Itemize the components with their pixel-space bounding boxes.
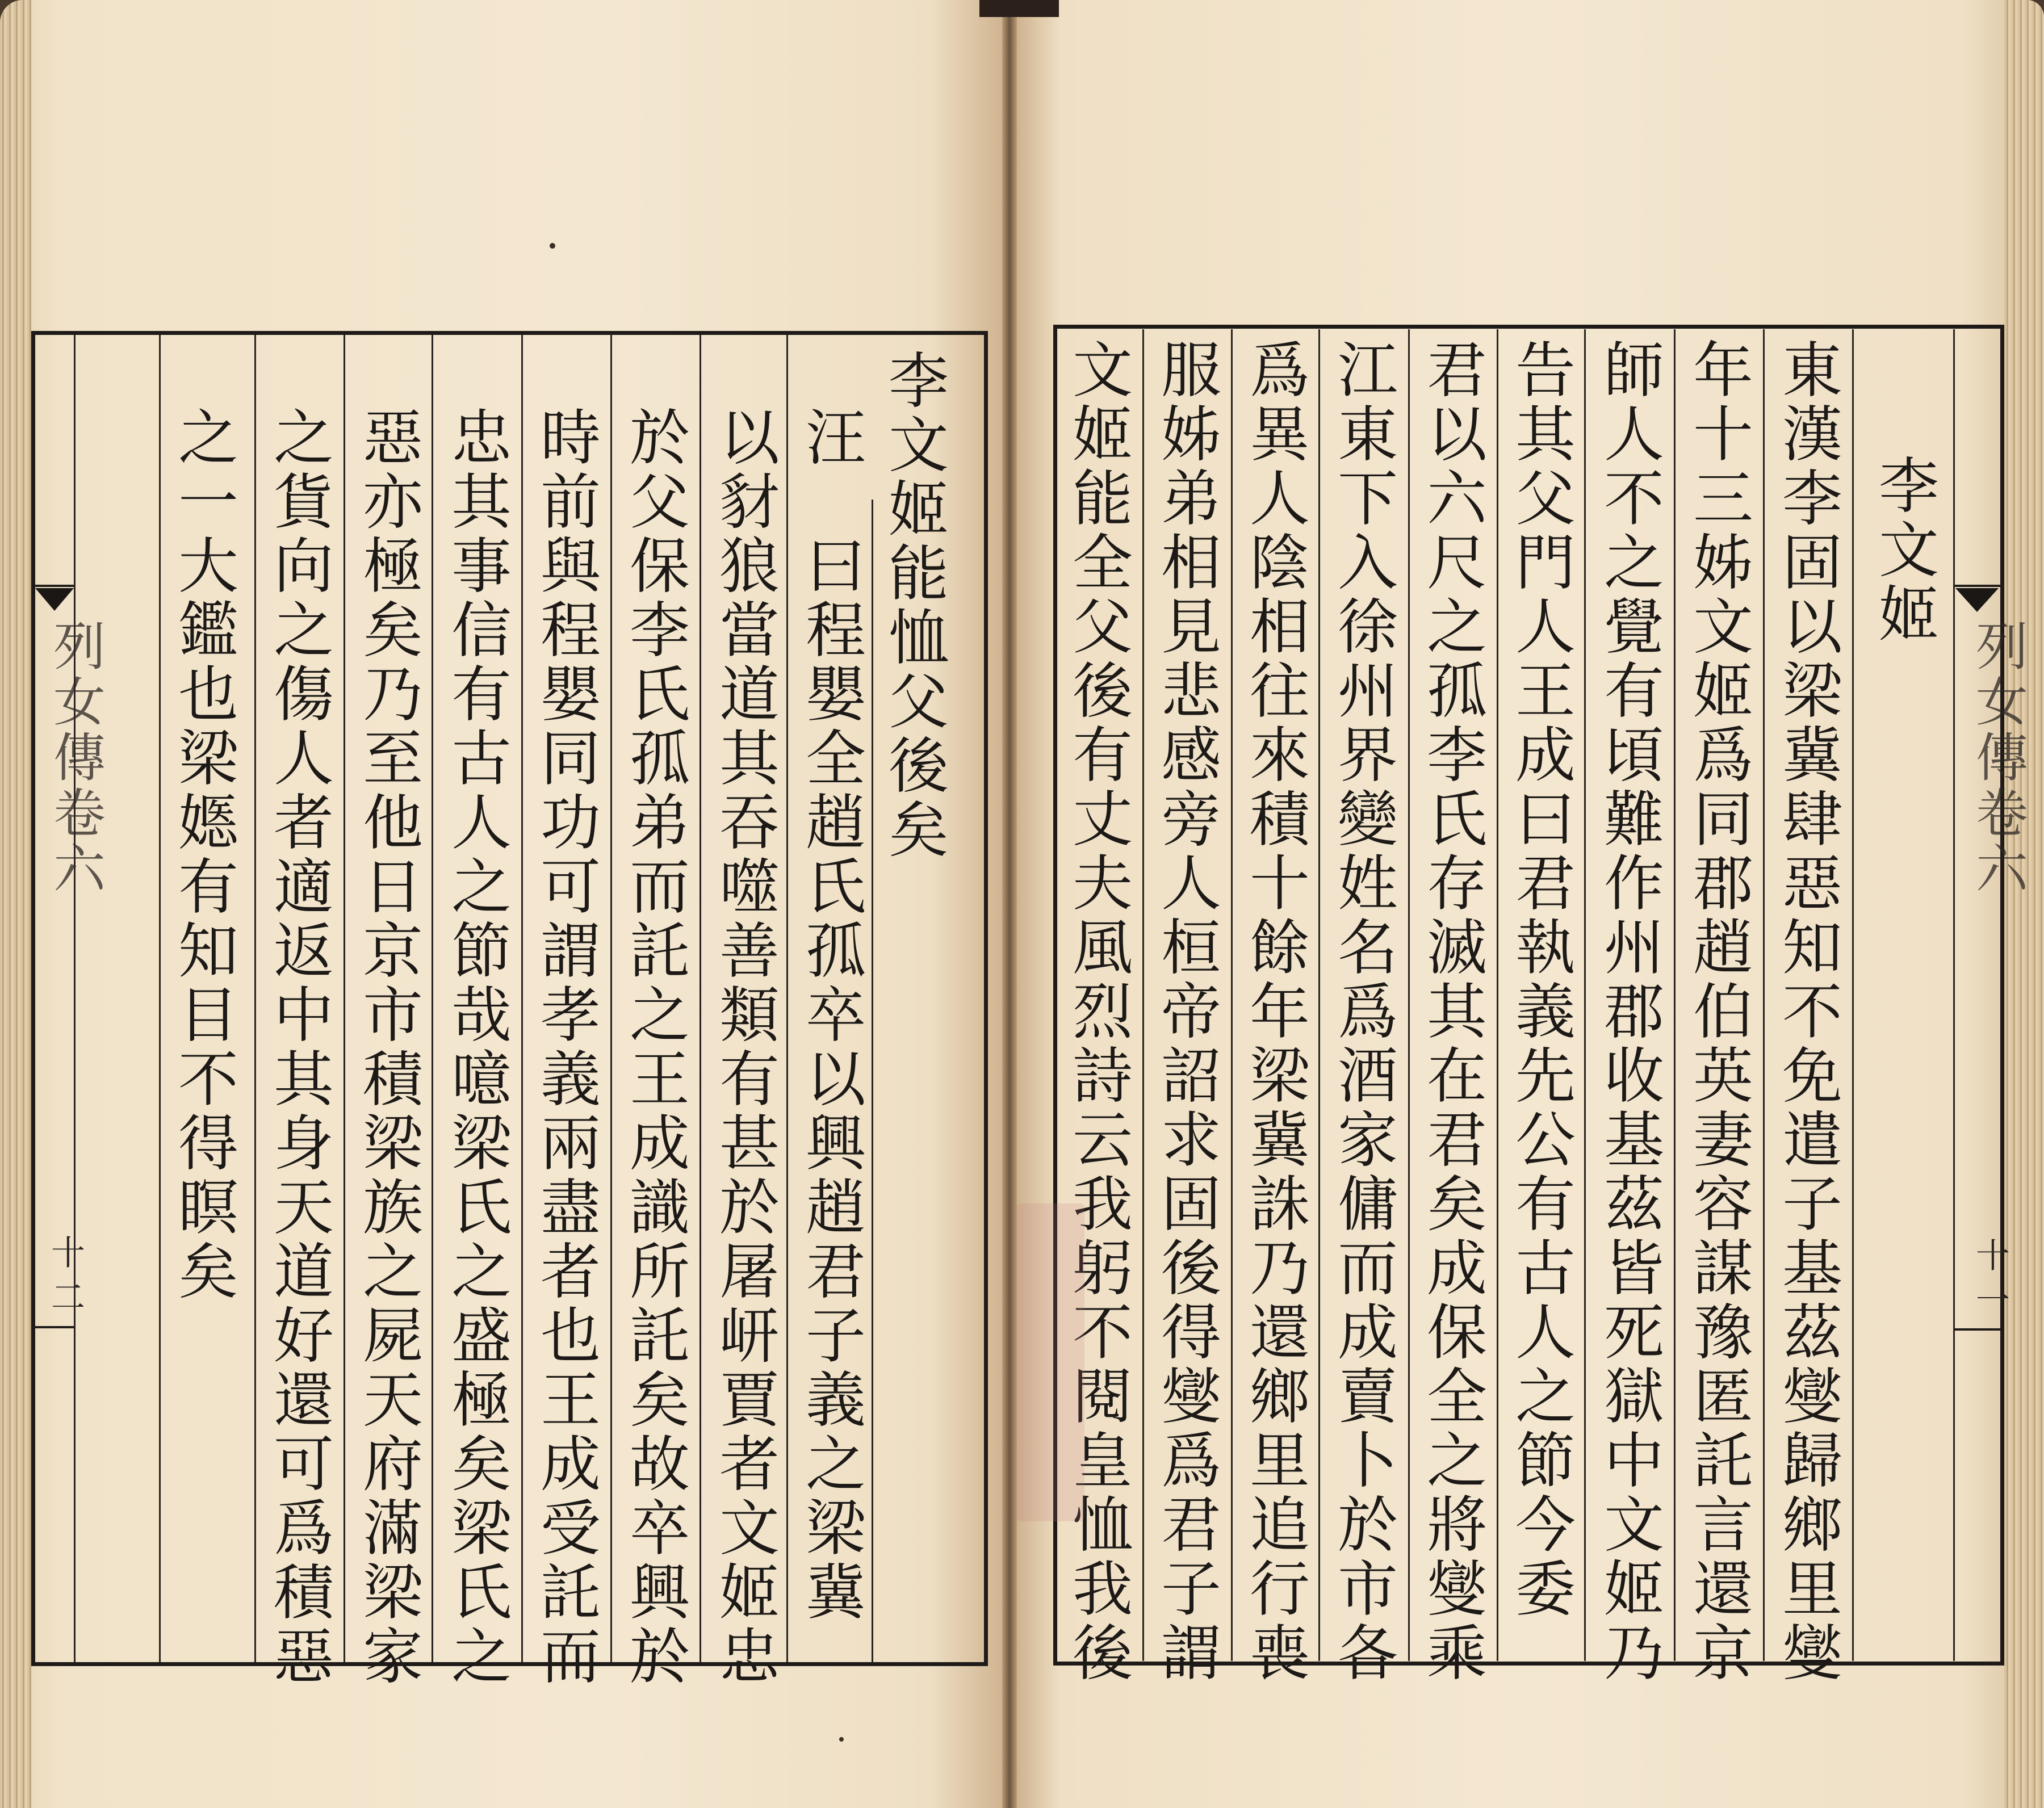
faded-seal-stamp bbox=[1016, 1203, 1084, 1521]
column-rule bbox=[1584, 329, 1586, 1661]
text-column: 君以六尺之孤李氏存滅其在君矣成保全之將燮乘 bbox=[1417, 338, 1487, 1685]
text-column: 東漢李固以梁冀肆惡知不免遣子基茲燮歸鄉里燮 bbox=[1773, 338, 1842, 1685]
right-page-edge bbox=[2004, 0, 2044, 1808]
gutter-shadow bbox=[979, 0, 1059, 17]
text-column: 忠其事信有古人之節哉噫梁氏之盛極矣梁氏之 bbox=[442, 406, 512, 1689]
text-column: 文姬能全父後有丈夫風烈詩云我躬不閱皇恤我後 bbox=[1063, 338, 1133, 1685]
text-column: 以豺狼當道其吞噬善類有甚於屠岍賈者文姬忠 bbox=[710, 406, 780, 1689]
book-title-banner: 列女傳卷六 bbox=[1967, 619, 2028, 897]
text-column: 年十三姊文姬爲同郡趙伯英妻容謀豫匿託言還京 bbox=[1683, 338, 1753, 1685]
text-column: 服姊弟相見悲感旁人桓帝詔求固後得燮爲君子謂 bbox=[1151, 338, 1221, 1685]
fishtail-rule bbox=[34, 1326, 74, 1328]
column-rule bbox=[872, 500, 873, 1662]
ink-speck bbox=[839, 1737, 844, 1742]
column-rule bbox=[1231, 329, 1233, 1661]
column-rule bbox=[521, 335, 523, 1662]
text-column: 江東下入徐州界變姓名爲酒家傭而成賣卜於市各 bbox=[1328, 338, 1398, 1685]
text-column: 之一大鑑也梁嫕有知目不得瞑矣 bbox=[169, 406, 238, 1304]
text-column: 師人不之覺有頃難作州郡收基茲皆死獄中文姬乃 bbox=[1594, 338, 1664, 1685]
book-title-banner: 列女傳卷六 bbox=[45, 619, 106, 897]
column-rule bbox=[786, 335, 788, 1662]
text-column: 之貨向之傷人者適返中其身天道好還可爲積惡 bbox=[264, 406, 334, 1689]
column-rule bbox=[610, 335, 612, 1662]
section-heading: 李文姬 bbox=[1869, 454, 1939, 647]
folio-number: 十二 bbox=[45, 1235, 85, 1323]
fishtail-rule bbox=[1954, 585, 2001, 587]
banner-rule bbox=[74, 335, 76, 1662]
column-rule bbox=[432, 335, 433, 1662]
fishtail-rule bbox=[34, 585, 74, 587]
ink-speck bbox=[550, 243, 555, 249]
left-page-edge bbox=[0, 0, 31, 1808]
column-rule bbox=[344, 335, 345, 1662]
text-column: 時前與程嬰同功可謂孝義兩盡者也王成受託而 bbox=[531, 406, 601, 1689]
text-column: 爲異人陰相往來積十餘年梁冀誅乃還鄉里追行喪 bbox=[1240, 338, 1310, 1685]
book-gutter bbox=[1002, 0, 1017, 1808]
text-column: 於父保李氏孤弟而託之王成識所託矣故卒興於 bbox=[620, 406, 690, 1689]
column-rule bbox=[254, 335, 256, 1662]
text-column: 惡亦極矣乃至他日京市積梁族之屍天府滿梁家 bbox=[353, 406, 423, 1689]
column-rule bbox=[1497, 329, 1498, 1661]
text-column: 告其父門人王成曰君執義先公有古人之節今委 bbox=[1506, 338, 1576, 1621]
column-rule bbox=[1763, 329, 1765, 1661]
column-rule bbox=[1318, 329, 1320, 1661]
column-rule bbox=[700, 335, 701, 1662]
column-rule bbox=[1674, 329, 1676, 1661]
text-column: 汪 曰程嬰全趙氏孤卒以興趙君子義之梁冀 bbox=[796, 406, 866, 1625]
column-rule bbox=[1408, 329, 1410, 1661]
fishtail-rule bbox=[1954, 1328, 2001, 1331]
fishtail-mark bbox=[1955, 588, 1999, 612]
column-rule bbox=[159, 335, 161, 1662]
column-rule bbox=[1142, 329, 1144, 1661]
fishtail-mark bbox=[35, 588, 74, 611]
text-column: 李文姬能恤父後矣 bbox=[879, 349, 949, 862]
folio-number: 十一 bbox=[1970, 1238, 2010, 1326]
column-rule bbox=[1852, 329, 1854, 1661]
banner-rule bbox=[1953, 329, 1955, 1661]
